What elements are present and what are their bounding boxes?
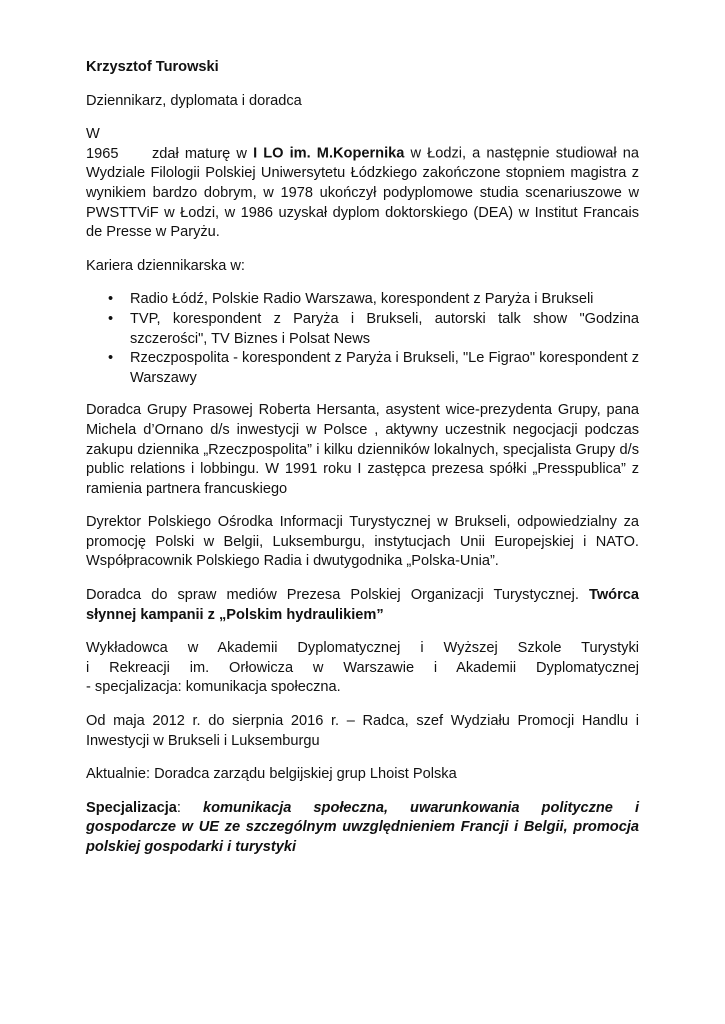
radca-paragraph: Od maja 2012 r. do sierpnia 2016 r. – Radca, szef Wydziału Promocji Handlu i Inwestycji w Brukseli i Luksemburgu xyxy=(86,713,639,749)
specialization-colon: : xyxy=(176,799,181,816)
lecturer-paragraph xyxy=(86,639,639,698)
subtitle: Dziennikarz, dyplomata i doradca xyxy=(86,92,302,109)
list-item-text: Rzeczpospolita - korespondent z Paryża i Brukseli, "Le Figrao" korespondent z Warszawy xyxy=(130,350,639,386)
current-paragraph: Aktualnie: Doradca zarządu belgijskiej grup Lhoist Polska xyxy=(86,766,457,783)
list-item-text: TVP, korespondent z Paryża i Brukseli, autorski talk show "Godzina szczerości", TV Biznes i Polsat News xyxy=(130,310,639,347)
lecturer-line: i Rekreacji im. Orłowicza w Warszawie i Akademii Dyplomatycznej xyxy=(86,659,639,676)
lecturer-line: - specjalizacja: komunikacja społeczna. xyxy=(86,679,341,696)
list-item xyxy=(86,310,639,349)
bullet: • xyxy=(108,291,114,308)
career-list xyxy=(86,290,639,388)
specialization-text: komunikacja społeczna, uwarunkowania polityczne i gospodarcze w UE ze szczególnym uwzględnieniem Francji i Belgii, promocja polskiej gospodarki i turystyki xyxy=(86,799,639,855)
education-school: I LO im. M.Kopernika xyxy=(253,145,405,162)
education-rest: w Łodzi, a następnie studiował na Wydziale Filologii Polskiej Uniwersytetu Łódzkiego zakończone stopniem magistra z wynikiem bardzo dobrym, w 1978 ukończył podyplomowe studia scenariuszowe w PWSTTViF w Łodzi, w 1986 uzyskał dyplom doktorskiego (DEA) w Institut Francais de Presse w Paryżu. xyxy=(86,145,639,241)
list-item xyxy=(86,349,639,388)
specialization-paragraph xyxy=(86,799,639,858)
director-paragraph: Dyrektor Polskiego Ośrodka Informacji Turystycznej w Brukseli, odpowiedzialny za promocję Polski w Belgii, Luksemburgu, instytucjach Unii Europejskiej i NATO. Współpracownik Polskiego Radia i dwutygodnika „Polska-Unia”. xyxy=(86,514,639,570)
list-item xyxy=(86,290,639,310)
person-name: Krzysztof Turowski xyxy=(86,59,219,75)
specialization-label: Specjalizacja xyxy=(86,799,177,816)
education-paragraph xyxy=(86,125,639,243)
bullet: • xyxy=(108,310,114,327)
education-year: W 1965 xyxy=(86,126,119,162)
bullet: • xyxy=(108,350,114,367)
media-campaign: Twórca słynnej kampanii z „Polskim hydraulikiem” xyxy=(86,587,639,623)
career-heading: Kariera dziennikarska w: xyxy=(86,257,245,274)
media-text: Doradca do spraw mediów Prezesa Polskiej Organizacji Turystycznej. xyxy=(86,587,589,604)
education-pre: zdał maturę w xyxy=(152,145,254,162)
list-item-text: Radio Łódź, Polskie Radio Warszawa, korespondent z Paryża i Brukseli xyxy=(130,291,594,308)
hersant-paragraph: Doradca Grupy Prasowej Roberta Hersanta, asystent wice-prezydenta Grupy, pana Michela d’Ornano d/s inwestycji w Polsce , aktywny uczestnik negocjacji podczas zakupu dziennika „Rzeczpospolita” i kilku dzienników lokalnych, specjalista Grupy d/s public relations i lobbingu. W 1991 roku I zastępca prezesa spółki „Presspublica” z ramienia partnera francuskiego xyxy=(86,402,639,497)
media-paragraph xyxy=(86,586,639,625)
lecturer-line: Wykładowca w Akademii Dyplomatycznej i Wyższej Szkole Turystyki xyxy=(86,640,639,657)
